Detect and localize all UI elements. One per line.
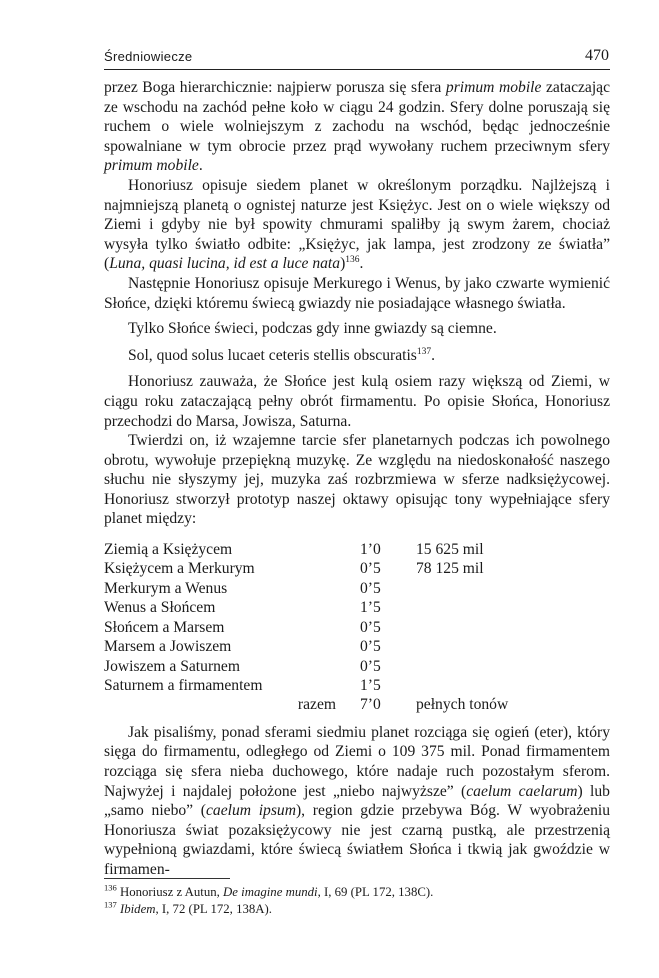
tone-value: 0’5 (360, 638, 381, 656)
tone-row (104, 676, 516, 695)
interval-label: Wenus a Słońcem (104, 599, 216, 617)
interval-label: Słońcem a Marsem (104, 618, 225, 636)
tone-value: 0’5 (360, 618, 381, 636)
block-quote (104, 319, 610, 339)
tone-row (104, 579, 516, 598)
text-run: przez Boga hierarchicznie: najpierw porusza się sfera (104, 79, 446, 96)
footnotes (104, 884, 610, 918)
interval-label: Ziemią a Księżycem (104, 541, 233, 559)
text-run: zataczając ze wschodu na zachód pełne koło w ciągu 24 godzin. Sfery dolne poruszają się ruchem o wiele wolniejszym z zachodu na wschód, będąc jednocześnie spowalniane w tym obrocie przez prąd wywołany ruchem przeciwnym sfery (104, 79, 611, 155)
text-run: ), region gdzie przebywa Bóg. W wyobrażeniu Honoriusza świat pozaksiężycowy nie jest czarną pustką, ale przestrzenią wypełnioną gwiazdami, które świecą światłem Słońca i tkwią jak gwoździe w firmamen- (104, 802, 610, 878)
paragraph (104, 274, 610, 313)
italic-text: De imagine mundi (223, 885, 318, 899)
text-run: Honoriusz opisuje siedem planet w określonym porządku. Najlżejszą i najmniejszą planetą o ognistej naturze jest Księżyc. Jest on o wiele większy od Ziemi i gdyby nie był spowity chmurami spaliłby ją swym żarem, chociaż wysyła tylko światło odbite: „Księżyc, jak lampa, jest zrodzony ze światła” ( (104, 176, 610, 273)
text-run: Honoriusz z Autun, (116, 885, 224, 899)
tone-value: 1’5 (360, 676, 381, 694)
footnote-ref: 137 (416, 346, 432, 357)
footnote-ref: 136 (345, 255, 360, 266)
text-run: ) (340, 255, 346, 273)
text-run: Jak pisaliśmy, ponad sferami siedmiu planet rozciąga się ogień (eter), który sięga do firmamentu, odległego od Ziemi o 109 375 mil. Ponad firmamentem rozciąga się sfera nieba duchowego, które nadaje ruch pozostałym sferom. Najwyżej i najdalej położone jest „niebo najwyższe” ( (104, 723, 610, 800)
text-run: Tylko Słońce świeci, podczas gdy inne gwiazdy są ciemne. (128, 320, 497, 338)
paragraph (104, 176, 610, 274)
text-run: , I, 69 (PL 172, 138C). (317, 885, 434, 899)
text-run: , I, 72 (PL 172, 138A). (155, 902, 272, 916)
paragraph (104, 431, 610, 529)
paragraph (104, 78, 610, 176)
running-header-section: Średniowiecze (104, 49, 193, 64)
italic-text: caelum caelarum (466, 782, 578, 800)
italic-text: caelum ipsum (205, 802, 296, 820)
interval-label: Marsem a Jowiszem (104, 638, 232, 656)
tone-value: 1’5 (360, 599, 381, 617)
text-run: . (198, 157, 203, 175)
italic-text: Ibidem (119, 902, 156, 916)
tone-value: 1’0 (360, 541, 381, 559)
block-quote (104, 346, 610, 366)
header-rule (104, 69, 610, 70)
main-text (104, 78, 610, 879)
text-run: . (359, 255, 364, 273)
italic-text: primum mobile (104, 157, 199, 175)
paragraph (104, 723, 610, 880)
page-number: 470 (585, 47, 609, 64)
distance-value (416, 579, 516, 598)
tone-row (104, 540, 516, 559)
tone-value: 0’5 (360, 560, 381, 578)
distance-value: 78 125 mil (416, 560, 484, 578)
paragraph (104, 372, 610, 431)
tone-value: 7’0 (360, 696, 381, 714)
tone-row (104, 695, 516, 714)
footnote-rule (104, 878, 230, 879)
distance-value (416, 637, 516, 656)
tone-value: 0’5 (360, 579, 381, 597)
interval-label: Księżycem a Merkurym (104, 560, 255, 578)
text-run: Sol, quod solus lucaet ceteris stellis obscuratis (128, 346, 417, 364)
interval-label: Merkurym a Wenus (104, 579, 228, 597)
footnote-ref: 136 (104, 882, 117, 893)
interval-label: razem (297, 696, 336, 714)
tone-row (104, 598, 516, 617)
tone-row (104, 618, 516, 637)
tone-row (104, 637, 516, 656)
text-run: Następnie Honoriusz opisuje Merkurego i Wenus, by jako czwarte wymienić Słońce, dzięki któremu świecą gwiazdy nie posiadające własnego światła. (104, 274, 610, 312)
tone-row (104, 657, 516, 676)
distance-value: pełnych tonów (416, 696, 509, 714)
footnote (104, 901, 610, 918)
italic-text: Luna, quasi lucina, id est a luce nata (109, 255, 341, 273)
text-run: . (431, 346, 436, 364)
distance-value (416, 676, 516, 695)
distance-value (416, 598, 516, 617)
text-run: Honoriusz zauważa, że Słońce jest kulą osiem razy większą od Ziemi, w ciągu roku zataczającą pełny obrót firmamentu. Po opisie Słońca, Honoriusz przechodzi do Marsa, Jowisza, Saturna. (104, 373, 610, 430)
footnote (104, 884, 610, 901)
footnote-ref: 137 (104, 899, 117, 910)
distance-value (416, 657, 516, 676)
italic-text: primum mobile (445, 79, 542, 96)
text-run: Twierdzi on, iż wzajemne tarcie sfer planetarnych podczas ich powolnego obrotu, wywołuje przepiękną muzykę. Ze względu na niedoskonałość naszego słuchu nie słyszymy jej, muzyka zaś rozbrzmiewa w sferze nadksiężycowej. Honoriusz stworzył prototyp naszej oktawy opisując tony wypełniające sfery planet między: (104, 432, 610, 528)
distance-value: 15 625 mil (416, 541, 484, 559)
distance-value (416, 618, 516, 637)
interval-label: Saturnem a firmamentem (104, 676, 263, 694)
tone-row (104, 559, 516, 578)
text-run: ) lub „samo niebo” ( (104, 782, 610, 820)
interval-label: Jowiszem a Saturnem (104, 657, 240, 675)
tone-value: 0’5 (360, 657, 381, 675)
tone-table (104, 540, 516, 715)
